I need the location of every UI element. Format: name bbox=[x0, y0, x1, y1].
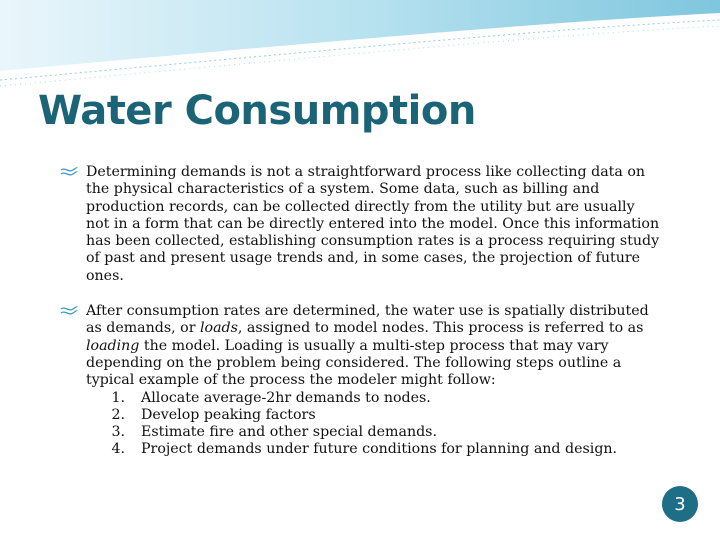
bullet-wave-icon bbox=[60, 305, 78, 317]
bullet-paragraph-1 bbox=[60, 164, 660, 285]
paragraph-2-italic-loads: loads bbox=[200, 320, 238, 337]
list-item bbox=[86, 441, 660, 458]
step-number: 4. bbox=[111, 441, 125, 458]
bullet-wave-icon bbox=[60, 166, 78, 178]
step-text: Project demands under future conditions for planning and design. bbox=[141, 441, 618, 458]
paragraph-1-text: Determining demands is not a straightforward process like collecting data on the physical characteristics of a system. Some data, such as billing and production records, can be collected directly from the utility but are usually not in a form that can be directly entered into the model. Once this information has been collected, establishing consumption rates is a process requiring study of past and present usage trends and, in some cases, the projection of future ones. bbox=[86, 164, 660, 284]
step-text: Allocate average-2hr demands to nodes. bbox=[141, 389, 431, 406]
step-number: 3. bbox=[111, 424, 125, 441]
bullet-paragraph-2 bbox=[60, 303, 660, 459]
page-number-badge: 3 bbox=[662, 486, 698, 522]
header-wave-decoration bbox=[0, 0, 720, 90]
slide-title: Water Consumption bbox=[38, 88, 476, 134]
list-item bbox=[86, 407, 660, 424]
slide-body bbox=[60, 164, 660, 459]
step-text: Develop peaking factors bbox=[141, 406, 316, 423]
paragraph-2-text-part3: the model. Loading is usually a multi-step process that may vary depending on the problem being considered. The following steps outline a typical example of the process the modeler might follow: bbox=[86, 337, 622, 389]
list-item bbox=[86, 390, 660, 407]
step-number: 1. bbox=[111, 389, 125, 406]
paragraph-2-text-part1: After consumption rates are determined, the water use is spatially distributed as demands, or bbox=[86, 303, 649, 337]
paragraph-2-text-part2: , assigned to model nodes. This process is referred to as bbox=[237, 320, 644, 337]
list-item bbox=[86, 424, 660, 441]
paragraph-2-italic-loading: loading bbox=[86, 337, 140, 354]
steps-list bbox=[86, 390, 660, 459]
step-number: 2. bbox=[111, 406, 125, 423]
step-text: Estimate fire and other special demands. bbox=[141, 424, 437, 441]
